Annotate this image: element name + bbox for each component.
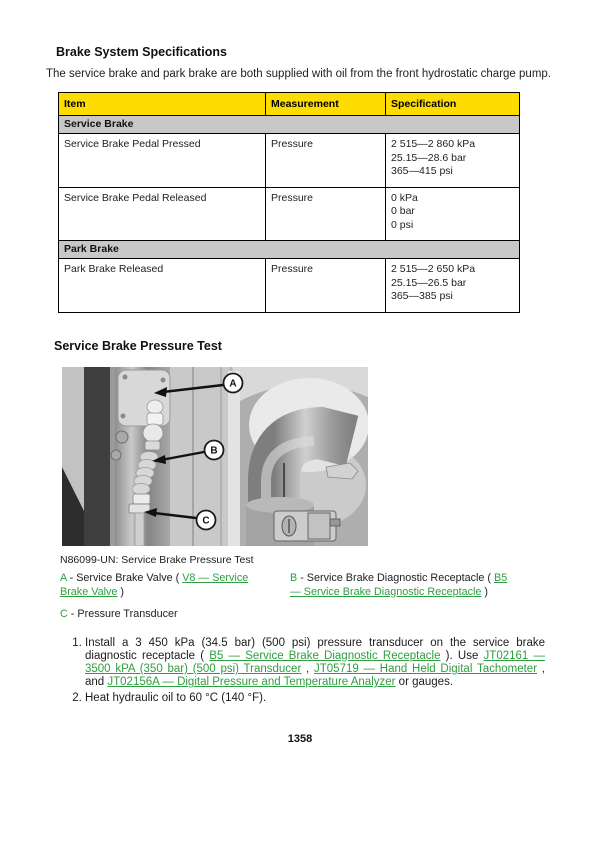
table-cell-measurement: Pressure: [266, 187, 386, 241]
legend-text: - Service Brake Diagnostic Receptacle (: [297, 571, 495, 584]
section-title-pressure-test: Service Brake Pressure Test: [54, 338, 222, 353]
table-cell-item: Service Brake Pedal Released: [59, 187, 266, 241]
table-cell-specification: [386, 134, 520, 188]
callout-a-label: A: [229, 378, 237, 389]
col-header-measurement: Measurement: [266, 93, 386, 116]
link-v8-service-brake-valve[interactable]: V8 — Service Brake Valve: [60, 571, 249, 598]
legend-key-a: A: [60, 571, 67, 584]
col-header-item: Item: [59, 93, 266, 116]
legend-text: ): [481, 585, 489, 598]
manual-page: [0, 45, 600, 851]
table-cell-item: Service Brake Pedal Pressed: [59, 134, 266, 188]
step-2: [85, 692, 545, 705]
legend-text: - Pressure Transducer: [67, 607, 178, 620]
legend-text: ): [117, 585, 125, 598]
procedure-steps: [65, 637, 545, 706]
link-b5-diagnostic-receptacle[interactable]: B5 — Service Brake Diagnostic Receptacle: [290, 571, 508, 598]
step-text: ). Use: [440, 649, 484, 662]
section-row-label: Service Brake: [59, 116, 520, 134]
spec-line: 0 psi: [391, 218, 414, 231]
step-text: ,: [301, 662, 314, 675]
spec-line: 365—415 psi: [391, 165, 453, 177]
link-jt02161-transducer[interactable]: JT02161 — 3500 kPA (350 bar) (500 psi) Transducer: [85, 649, 546, 675]
spec-line: 365—385 psi: [391, 290, 453, 302]
legend-key-b: B: [290, 571, 298, 584]
table-header-row: [59, 93, 520, 116]
spec-line: 2 515—2 860 kPa: [391, 138, 476, 150]
section-row-label: Park Brake: [59, 241, 520, 259]
table-cell-specification: [386, 259, 520, 313]
legend-item-c: [60, 607, 540, 621]
intro-paragraph: The service brake and park brake are both supplied with oil from the front hydrostatic charge pump.: [46, 68, 551, 80]
brake-photo-illustration: [62, 367, 368, 546]
spec-line: 0 kPa: [391, 191, 418, 204]
table-cell-measurement: Pressure: [266, 134, 386, 188]
table-cell-specification: [386, 187, 520, 241]
step-text: Install a 3 450 kPa (34.5 bar) (500 psi) pressure transducer on the service brake diagnostic receptacle (: [85, 636, 545, 662]
step-text: Heat hydraulic oil to 60 °C (140 °F).: [85, 692, 267, 705]
link-jt02156a-analyzer[interactable]: JT02156A — Digital Pressure and Temperature Analyzer: [107, 676, 396, 689]
step-text: or gauges.: [395, 676, 454, 689]
step-text: , and: [85, 662, 545, 689]
table-row: [59, 134, 520, 188]
step-1: [85, 637, 545, 690]
section-row-service-brake: [59, 116, 520, 134]
section-row-park-brake: [59, 241, 520, 259]
legend-item-a: [60, 571, 290, 599]
section-title-brake-specs: Brake System Specifications: [56, 45, 227, 59]
legend-item-b: [290, 571, 540, 599]
figure-caption: N86099-UN: Service Brake Pressure Test: [60, 553, 254, 566]
legend-text: - Service Brake Valve (: [66, 571, 183, 584]
spec-line: 25.15—28.6 bar: [391, 151, 467, 164]
callout-b-label: B: [210, 445, 218, 456]
brake-spec-table: [58, 92, 520, 313]
link-jt05719-tachometer[interactable]: JT05719 — Hand Held Digital Tachometer: [314, 662, 538, 675]
table-row: [59, 187, 520, 241]
col-header-specification: Specification: [386, 93, 520, 116]
figure-legend: [60, 571, 540, 621]
table-row: [59, 259, 520, 313]
figure-service-brake-photo: [62, 367, 368, 546]
link-b5-diagnostic-receptacle[interactable]: B5 — Service Brake Diagnostic Receptacle: [209, 649, 441, 662]
spec-line: 0 bar: [391, 205, 415, 217]
page-number: 1358: [287, 732, 313, 745]
callout-c-label: C: [202, 515, 210, 526]
spec-line: 2 515—2 650 kPa: [391, 263, 476, 275]
legend-key-c: C: [60, 607, 68, 620]
table-cell-measurement: Pressure: [266, 259, 386, 313]
spec-line: 25.15—26.5 bar: [391, 276, 467, 289]
table-cell-item: Park Brake Released: [59, 259, 266, 313]
